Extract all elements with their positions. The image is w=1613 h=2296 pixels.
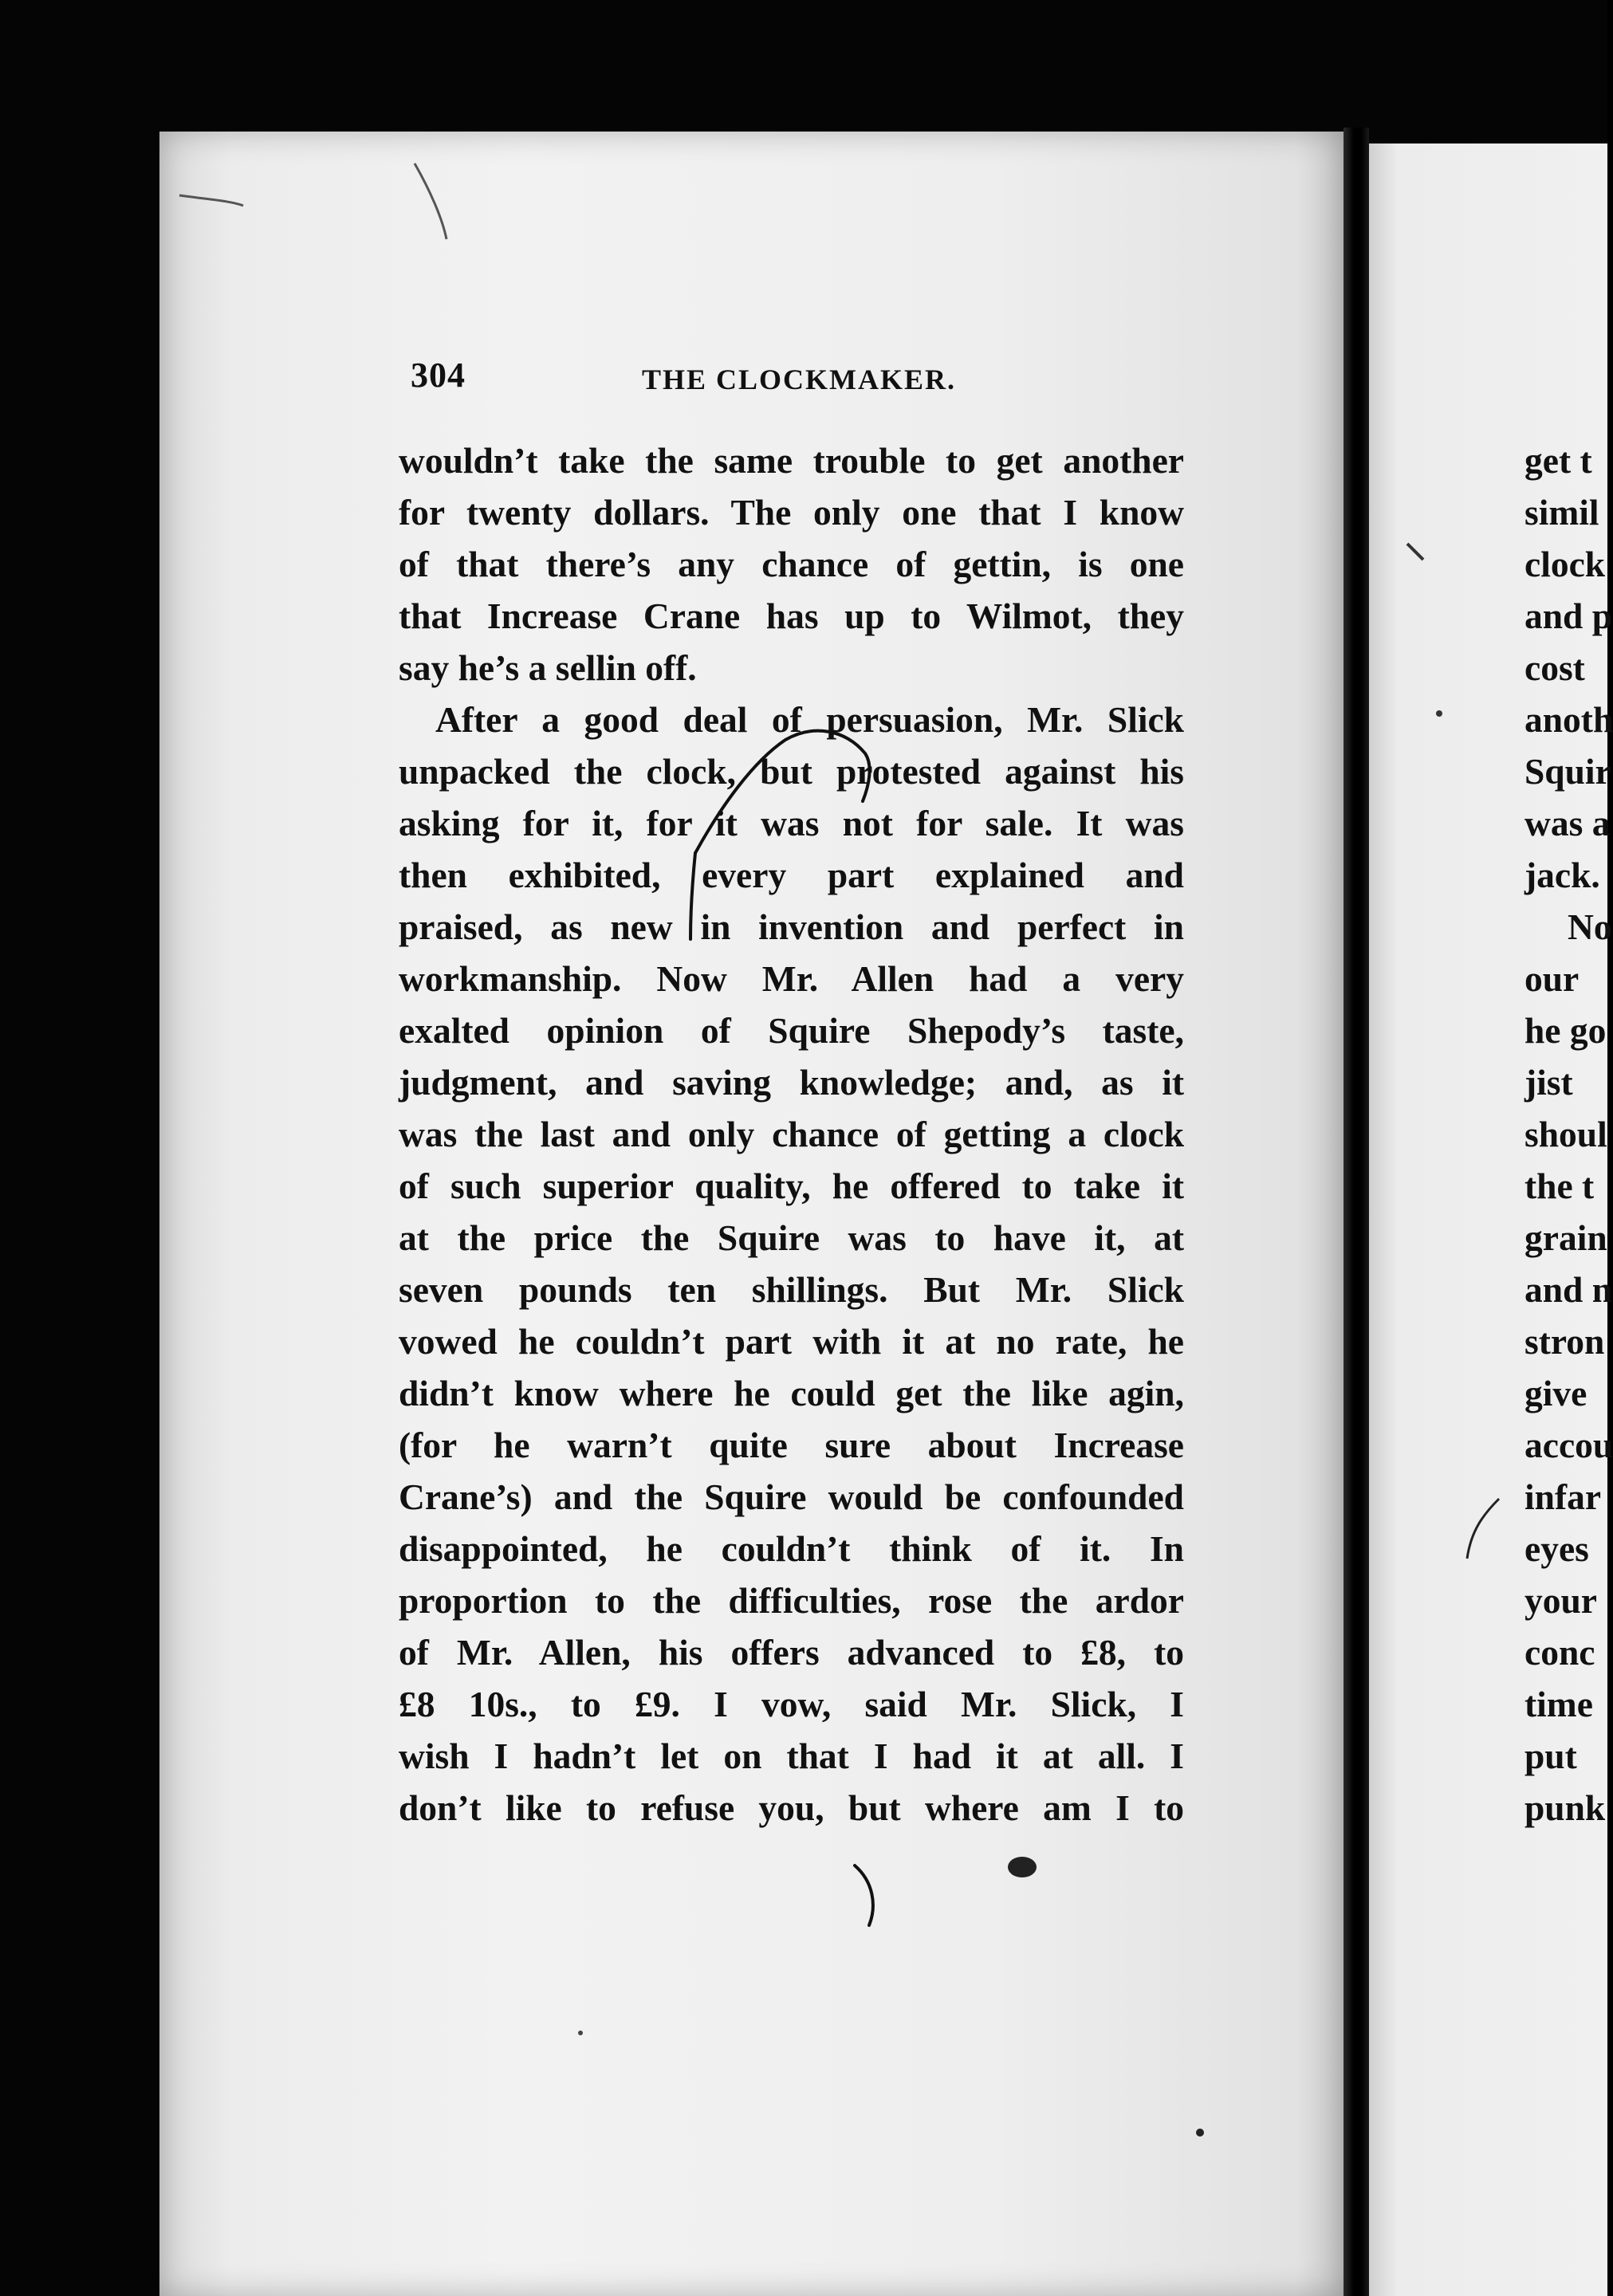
facing-line: infar (1524, 1476, 1602, 1517)
facing-line: was a (1524, 803, 1611, 843)
text-line: judgment, and saving knowledge; and, as it (399, 1062, 1184, 1103)
facing-line: clock (1524, 544, 1606, 584)
facing-line: punk (1524, 1787, 1606, 1828)
text-line: proportion to the difficulties, rose the ardor (399, 1580, 1184, 1621)
text-line: (for he warn’t quite sure about Increase (399, 1425, 1184, 1465)
text-line: wish I hadn’t let on that I had it at all. I (399, 1736, 1184, 1776)
facing-line: time (1524, 1684, 1593, 1724)
text-line: asking for it, for it was not for sale. It was (399, 803, 1184, 843)
text-line: exalted opinion of Squire Shepody’s taste, (399, 1010, 1184, 1051)
page-gutter (1344, 128, 1369, 2296)
text-line: disappointed, he couldn’t think of it. In (399, 1528, 1184, 1569)
text-line: After a good deal of persuasion, Mr. Slick (435, 699, 1184, 740)
facing-line: Squir (1524, 751, 1611, 792)
facing-line: the t (1524, 1166, 1595, 1206)
text-line: was the last and only chance of getting a clock (399, 1114, 1184, 1154)
text-line: of such superior quality, he offered to take it (399, 1166, 1184, 1206)
facing-line: and p (1524, 596, 1613, 636)
text-line: for twenty dollars. The only one that I know (399, 492, 1184, 533)
facing-line: conc (1524, 1632, 1595, 1673)
facing-line: stron (1524, 1321, 1605, 1362)
facing-page-text (1524, 434, 1613, 1834)
facing-line: accou (1524, 1425, 1613, 1465)
facing-line: put (1524, 1736, 1577, 1776)
facing-line: eyes (1524, 1528, 1589, 1569)
text-line: praised, as new in invention and perfect in (399, 906, 1184, 947)
page-header (411, 355, 1208, 403)
text-line: Crane’s) and the Squire would be confounded (399, 1476, 1184, 1517)
running-head: THE CLOCKMAKER. (642, 364, 957, 395)
text-line: didn’t know where he could get the like agin, (399, 1373, 1184, 1413)
facing-line: anoth (1524, 699, 1613, 740)
facing-line: he go (1524, 1010, 1607, 1051)
text-line: say he’s a sellin off. (399, 647, 697, 688)
text-line: vowed he couldn’t part with it at no rate, he (399, 1321, 1184, 1362)
facing-line: get t (1524, 440, 1592, 481)
text-line: at the price the Squire was to have it, at (399, 1217, 1184, 1258)
text-line: wouldn’t take the same trouble to get another (399, 440, 1184, 481)
text-line: that Increase Crane has up to Wilmot, they (399, 596, 1184, 636)
facing-line: simil (1524, 492, 1599, 533)
text-line: unpacked the clock, but protested against his (399, 751, 1184, 792)
facing-line: No (1568, 906, 1612, 947)
facing-line: shoul (1524, 1114, 1607, 1154)
facing-line: give (1524, 1373, 1587, 1413)
facing-line: grain (1524, 1217, 1607, 1258)
facing-line: our (1524, 958, 1580, 999)
facing-line: jack. (1524, 855, 1600, 895)
text-line: of that there’s any chance of gettin, is one (399, 544, 1184, 584)
facing-line: and n (1524, 1269, 1613, 1310)
facing-line: jist (1524, 1062, 1573, 1103)
text-line: £8 10s., to £9. I vow, said Mr. Slick, I (399, 1684, 1184, 1724)
body-text (399, 434, 1184, 1834)
facing-line: your (1524, 1580, 1597, 1621)
text-line: workmanship. Now Mr. Allen had a very (399, 958, 1184, 999)
text-line: then exhibited, every part explained and (399, 855, 1184, 895)
text-line: don’t like to refuse you, but where am I to (399, 1787, 1184, 1828)
facing-line: cost (1524, 647, 1585, 688)
text-line: seven pounds ten shillings. But Mr. Slick (399, 1269, 1184, 1310)
text-line: of Mr. Allen, his offers advanced to £8, to (399, 1632, 1184, 1673)
page-number: 304 (411, 356, 466, 395)
